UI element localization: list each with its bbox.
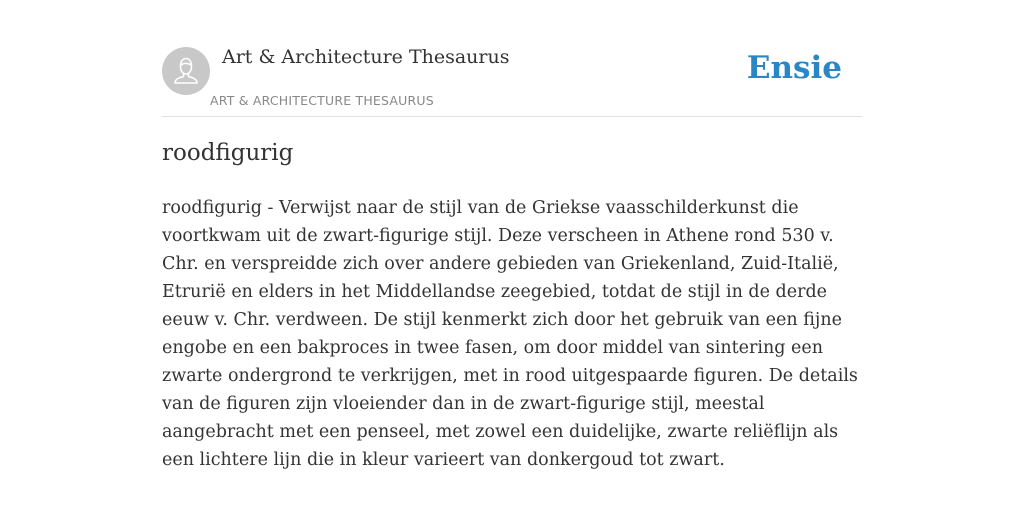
ensie-logo-link[interactable]: Ensie [746, 50, 842, 86]
source-header [162, 46, 862, 117]
entry-term-title: roodfigurig [162, 140, 294, 166]
source-subtitle[interactable]: ART & ARCHITECTURE THESAURUS [210, 93, 434, 108]
entry-definition: roodfigurig - Verwijst naar de stijl van de Griekse vaasschilderkunst die voortkwam uit de zwart-figurige stijl. Deze verscheen in Athene rond 530 v. Chr. en verspreidde zich over andere gebieden van Griekenland, Zuid-Italië, Etrurië en elders in het Middellandse zeegebied, totdat de stijl in de derde eeuw v. Chr. verdween. De stijl kenmerkt zich door het gebruik van een fijne engobe en een bakproces in twee fasen, om door middel van sintering een zwarte ondergrond te verkrijgen, met in rood uitgespaarde figuren. De details van de figuren zijn vloeiender dan in de zwart-figurige stijl, meestal aangebracht met een penseel, met zowel een duidelijke, zwarte reliëflijn als een lichtere lijn die in kleur varieert van donkergoud tot zwart. [162, 198, 858, 470]
source-title[interactable]: Art & Architecture Thesaurus [222, 46, 510, 68]
user-silhouette-icon[interactable] [162, 47, 210, 95]
